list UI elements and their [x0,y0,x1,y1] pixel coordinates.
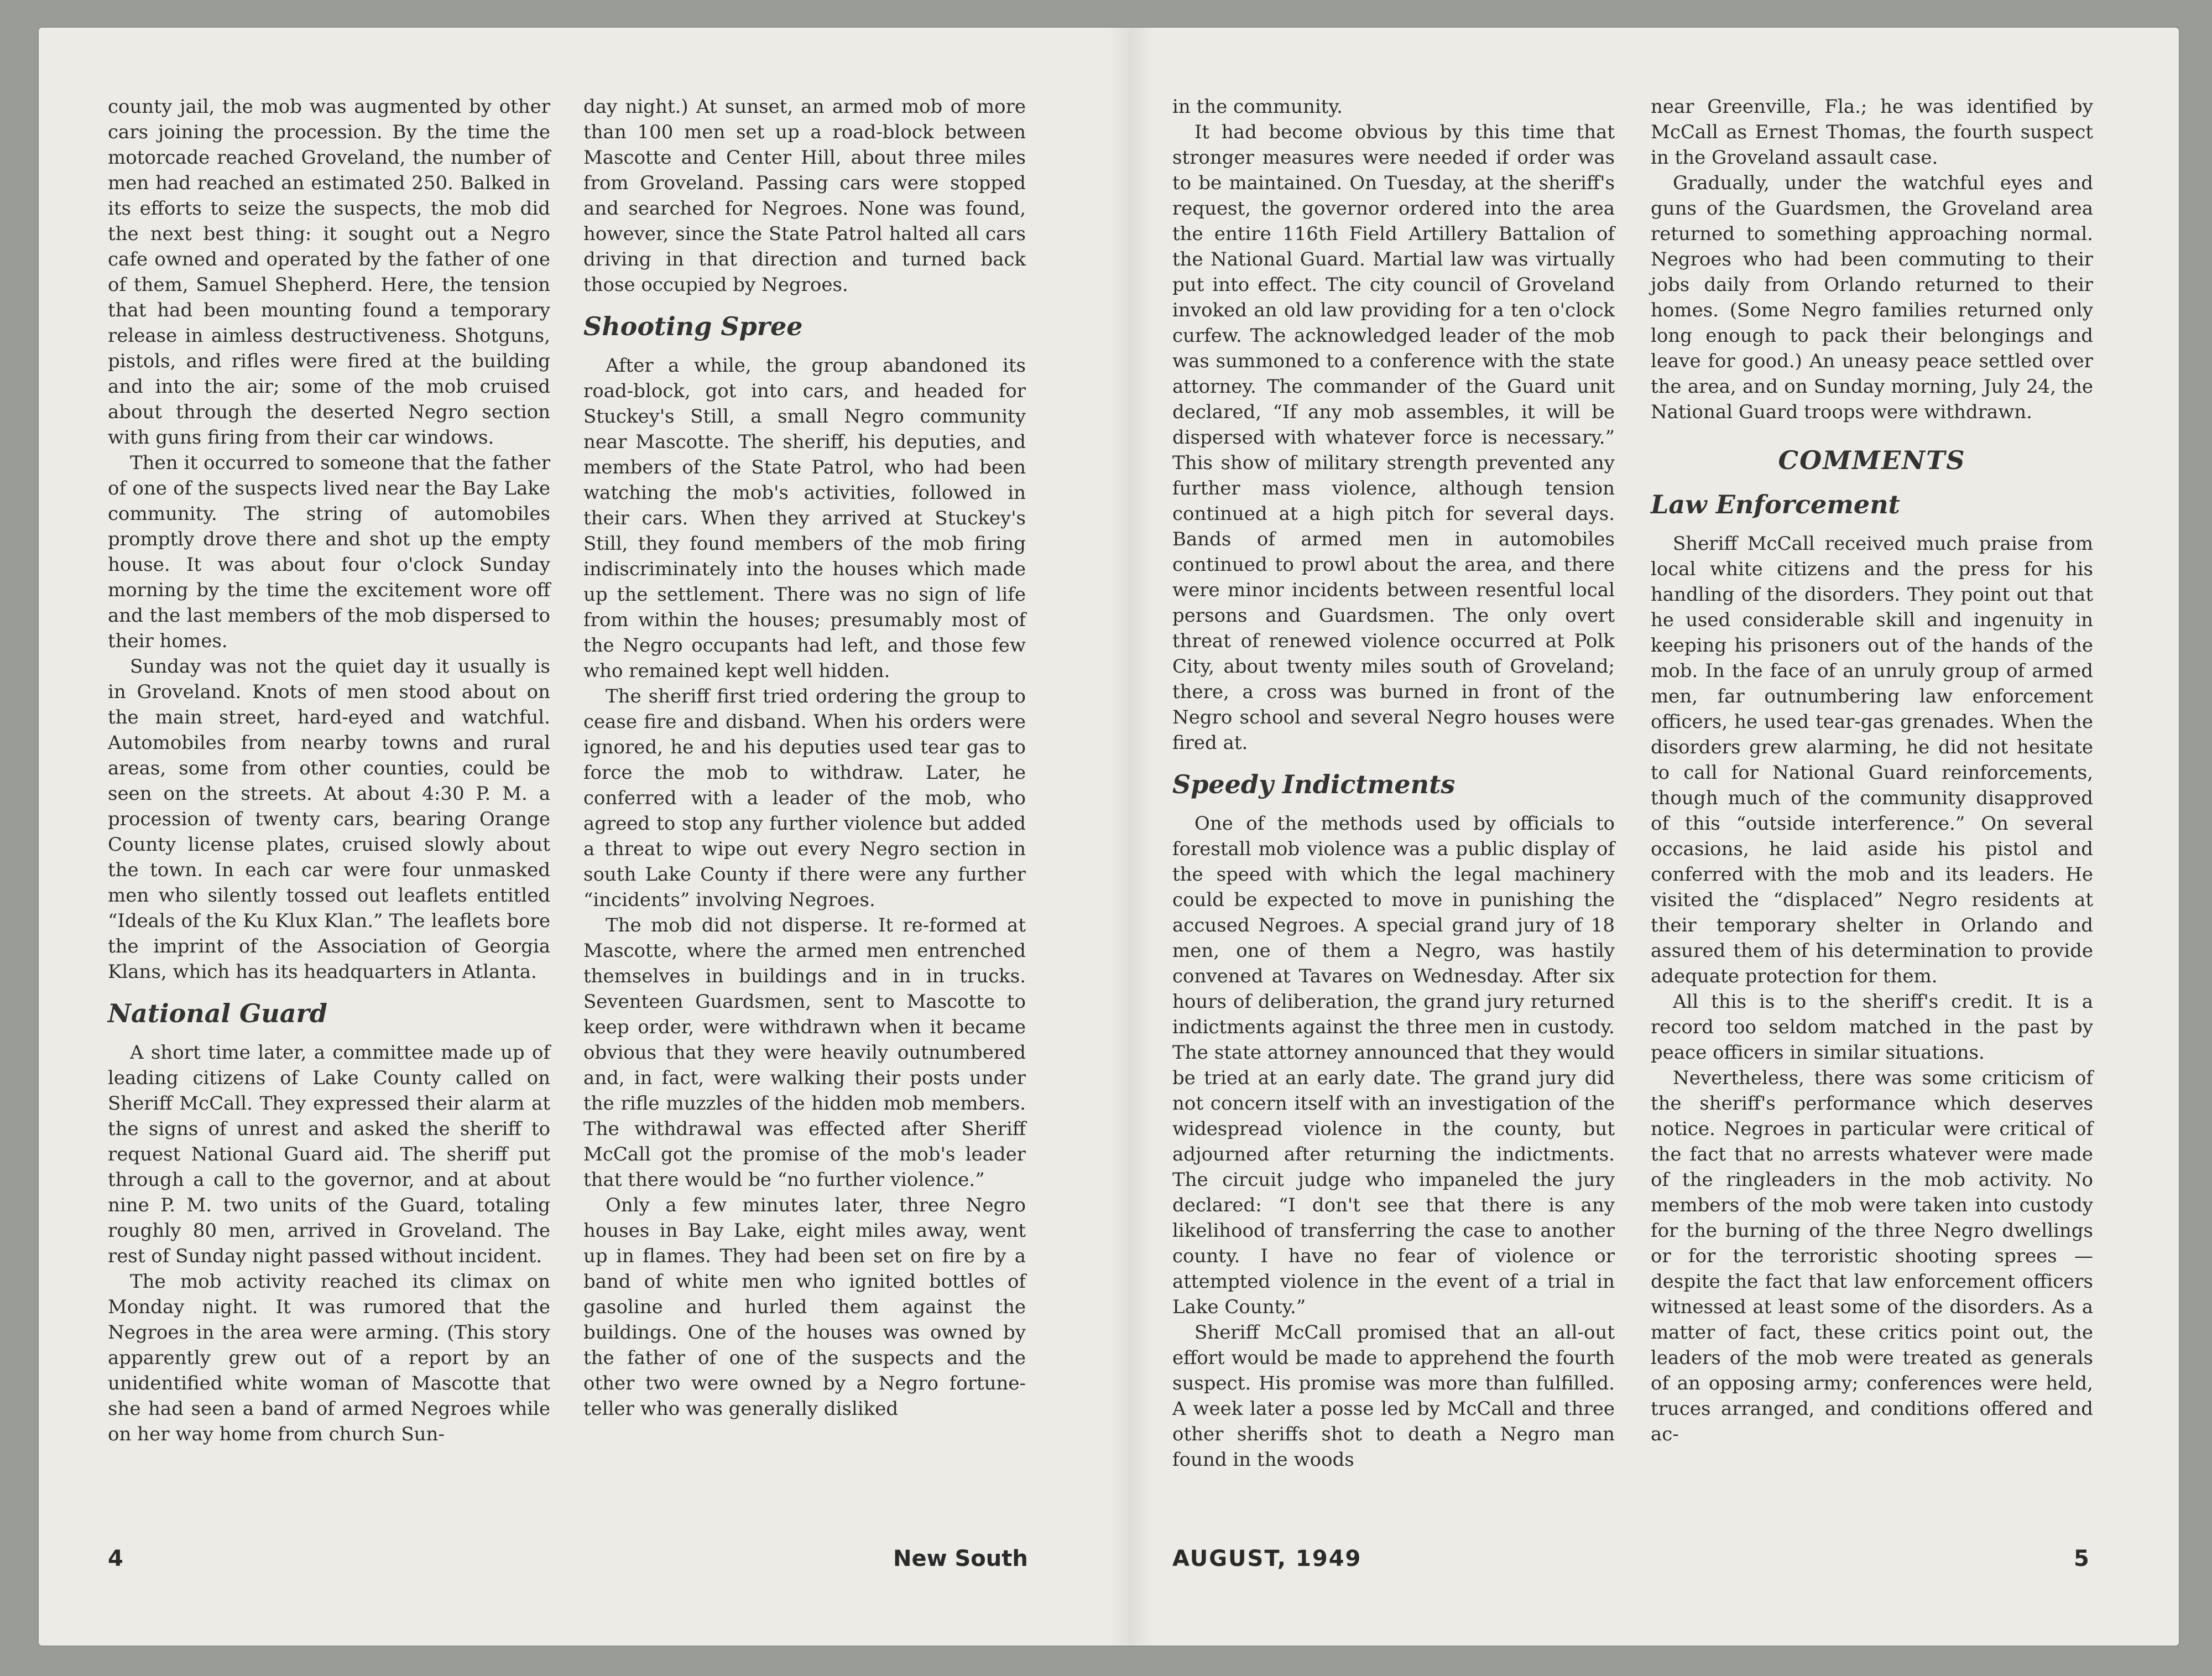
paragraph: near Greenville, Fla.; he was identified by McCall as Ernest Thomas, the fourth suspect in the Groveland assault case. [1651,96,2093,169]
paragraph: county jail, the mob was augmented by other cars joining the procession. By the time the motorcade reached Groveland, the number of men had reached an estimated 250. Balked in its efforts to seize the suspects, the mob did the next best thing: it sought out a Negro cafe owned and operated by the father of one of them, Samuel Shepherd. Here, the tension that had been mounting found a temporary release in aimless destructiveness. Shotguns, pistols, and rifles were fired at the building and into the air; some of the mob cruised about through the deserted Negro section with guns firing from their car windows. [108,96,550,449]
subheading-law-enforcement: Law Enforcement [1651,490,1900,519]
paragraph: It had become obvious by this time that stronger measures were needed if order was to be maintained. On Tuesday, at the sheriff's request, the governor ordered into the area the entire 116th Field Artillery Battalion of the National Guard. Martial law was virtually put into effect. The city council of Groveland invoked an old law providing for a ten o'clock curfew. The acknowledged leader of the mob was summoned to a conference with the state attorney. The commander of the Guard unit declared, “If any mob assembles, it will be dispersed with whatever force is necessary.” This show of military strength prevented any further mass violence, although tension continued at a high pitch for several days. Bands of armed men in automobiles continued to prowl about the area, and there were minor incidents between resentful local persons and Guardsmen. The only overt threat of renewed violence occurred at Polk City, about twenty miles south of Groveland; there, a cross was burned in front of the Negro school and several Negro houses were fired at. [1172,121,1615,754]
paragraph: Sheriff McCall received much praise from local white citizens and the press for his handling of the disorders. They point out that he used considerable skill and ingenuity in keeping his prisoners out of the hands of the mob. In the face of an unruly group of armed men, far outnumbering law enforcement officers, he used tear-gas grenades. When the disorders grew alarming, he did not hesitate to call for National Guard reinforcements, though much of the community disapproved of this “outside interference.” On several occasions, he laid aside his pistol and conferred with the mob and its leaders. He visited the “displaced” Negro residents at their temporary shelter in Orlando and assured them of his determination to provide adequate protection for them. [1651,533,2093,987]
running-title: New South [893,1546,1028,1571]
section-heading-comments: COMMENTS [1778,445,1966,475]
paragraph: Only a few minutes later, three Negro houses in Bay Lake, eight miles away, went up in flames. They had been set on fire by a band of white men who ignited bottles of gasoline and hurled them against the buildings. One of the houses was owned by the father of one of the suspects and the other two were owned by a Negro fortune-teller who was generally disliked [583,1194,1026,1420]
paragraph: After a while, the group abandoned its road-block, got into cars, and headed for Stuckey's Still, a small Negro community near Mascotte. The sheriff, his deputies, and members of the State Patrol, who had been watching the mob's activities, followed in their cars. When they arrived at Stuckey's Still, they found members of the mob firing indiscriminately into the houses which made up the settlement. There was no sign of life from within the houses; presumably most of the Negro occupants had left, and those few who remained kept well hidden. [583,355,1026,682]
paragraph: Then it occurred to someone that the father of one of the suspects lived near the Bay Lake community. The string of automobiles promptly drove there and shot up the empty house. It was about four o'clock Sunday morning by the time the excitement wore off and the last members of the mob dispersed to their homes. [108,452,550,652]
paragraph: Sunday was not the quiet day it usually is in Groveland. Knots of men stood about on the main street, hard-eyed and watchful. Automobiles from nearby towns and rural areas, some from other counties, could be seen on the streets. At about 4:30 P. M. a procession of twenty cars, bearing Orange County license plates, cruised slowly about the town. In each car were four unmasked men who silently tossed out leaflets entitled “Ideals of the Ku Klux Klan.” The leaflets bore the imprint of the Association of Georgia Klans, which has its headquarters in Atlanta. [108,655,550,983]
left-page-column-1 [108,94,550,1447]
running-date: AUGUST, 1949 [1172,1546,1362,1571]
paragraph: Gradually, under the watchful eyes and guns of the Guardsmen, the Groveland area returned to something approaching normal. Negroes who had been commuting to their jobs daily from Orlando returned to their homes. (Some Negro families returned only long enough to pack their belongings and leave for good.) An uneasy peace settled over the area, and on Sunday morning, July 24, the National Guard troops were withdrawn. [1651,172,2093,423]
paragraph: Sheriff McCall promised that an all-out effort would be made to apprehend the fourth suspect. His promise was more than fulfilled. A week later a posse led by McCall and three other sheriffs shot to death a Negro man found in the woods [1172,1321,1615,1471]
subheading-national-guard: National Guard [108,998,327,1028]
paragraph: A short time later, a committee made up of leading citizens of Lake County called on Sheriff McCall. They expressed their alarm at the signs of unrest and asked the sheriff to request National Guard aid. The sheriff put through a call to the governor, and at about nine P. M. two units of the Guard, totaling roughly 80 men, arrived in Groveland. The rest of Sunday night passed without incident. [108,1042,550,1267]
left-page-column-2 [583,94,1026,1422]
paragraph: in the community. [1172,96,1343,118]
paragraph: Nevertheless, there was some criticism of the sheriff's performance which deserves notice. Negroes in particular were critical of the fact that no arrests whatever were made of the ringleaders in the mob activity. No members of the mob were taken into custody for the burning of the three Negro dwellings or for the terroristic shooting sprees — despite the fact that law enforcement officers witnessed at least some of the disorders. As a matter of fact, these critics point out, the leaders of the mob were treated as generals of an opposing army; conferences were held, truces arranged, and conditions offered and ac- [1651,1067,2093,1445]
right-page-column-2 [1651,94,2093,1447]
page-number-left: 4 [108,1546,123,1571]
paragraph: The sheriff first tried ordering the group to cease fire and disband. When his orders were ignored, he and his deputies used tear gas to force the mob to withdraw. Later, he conferred with a leader of the mob, who agreed to stop any further violence but added a threat to wipe out every Negro section in south Lake County if there were any further “incidents” involving Negroes. [583,685,1026,911]
paragraph: day night.) At sunset, an armed mob of more than 100 men set up a road-block between Mascotte and Center Hill, about three miles from Groveland. Passing cars were stopped and searched for Negroes. None was found, however, since the State Patrol halted all cars driving in that direction and turned back those occupied by Negroes. [583,96,1026,296]
subheading-speedy-indictments: Speedy Indictments [1172,769,1455,799]
paragraph: The mob did not disperse. It re-formed at Mascotte, where the armed men entrenched themselves in buildings and in in trucks. Seventeen Guardsmen, sent to Mascotte to keep order, were withdrawn when it became obvious that they were heavily outnumbered and, in fact, were walking their posts under the rifle muzzles of the hidden mob members. The withdrawal was effected after Sheriff McCall got the promise of the mob's leader that there would be “no further violence.” [583,914,1026,1191]
paragraph: The mob activity reached its climax on Monday night. It was rumored that the Negroes in the area were arming. (This story apparently grew out of a report by an unidentified white woman of Mascotte that she had seen a band of armed Negroes while on her way home from church Sun- [108,1271,550,1445]
center-fold [1109,28,1153,1646]
right-page-column-1 [1172,94,1615,1472]
magazine-spread [39,28,2179,1646]
page-number-right: 5 [2074,1546,2089,1571]
subheading-shooting-spree: Shooting Spree [583,311,803,341]
paragraph: One of the methods used by officials to forestall mob violence was a public display of the speed with which the legal machinery could be expected to move in punishing the accused Negroes. A special grand jury of 18 men, one of them a Negro, was hastily convened at Tavares on Wednesday. After six hours of deliberation, the grand jury returned indictments against the three men in custody. The state attorney announced that they would be tried at an early date. The grand jury did not concern itself with an investigation of the widespread violence in the county, but adjourned after returning the indictments. The circuit judge who impaneled the jury declared: “I don't see that there is any likelihood of transferring the case to another county. I have no fear of violence or attempted violence in the event of a trial in Lake County.” [1172,813,1615,1318]
paragraph: All this is to the sheriff's credit. It is a record too seldom matched in the past by peace officers in similar situations. [1651,991,2093,1064]
